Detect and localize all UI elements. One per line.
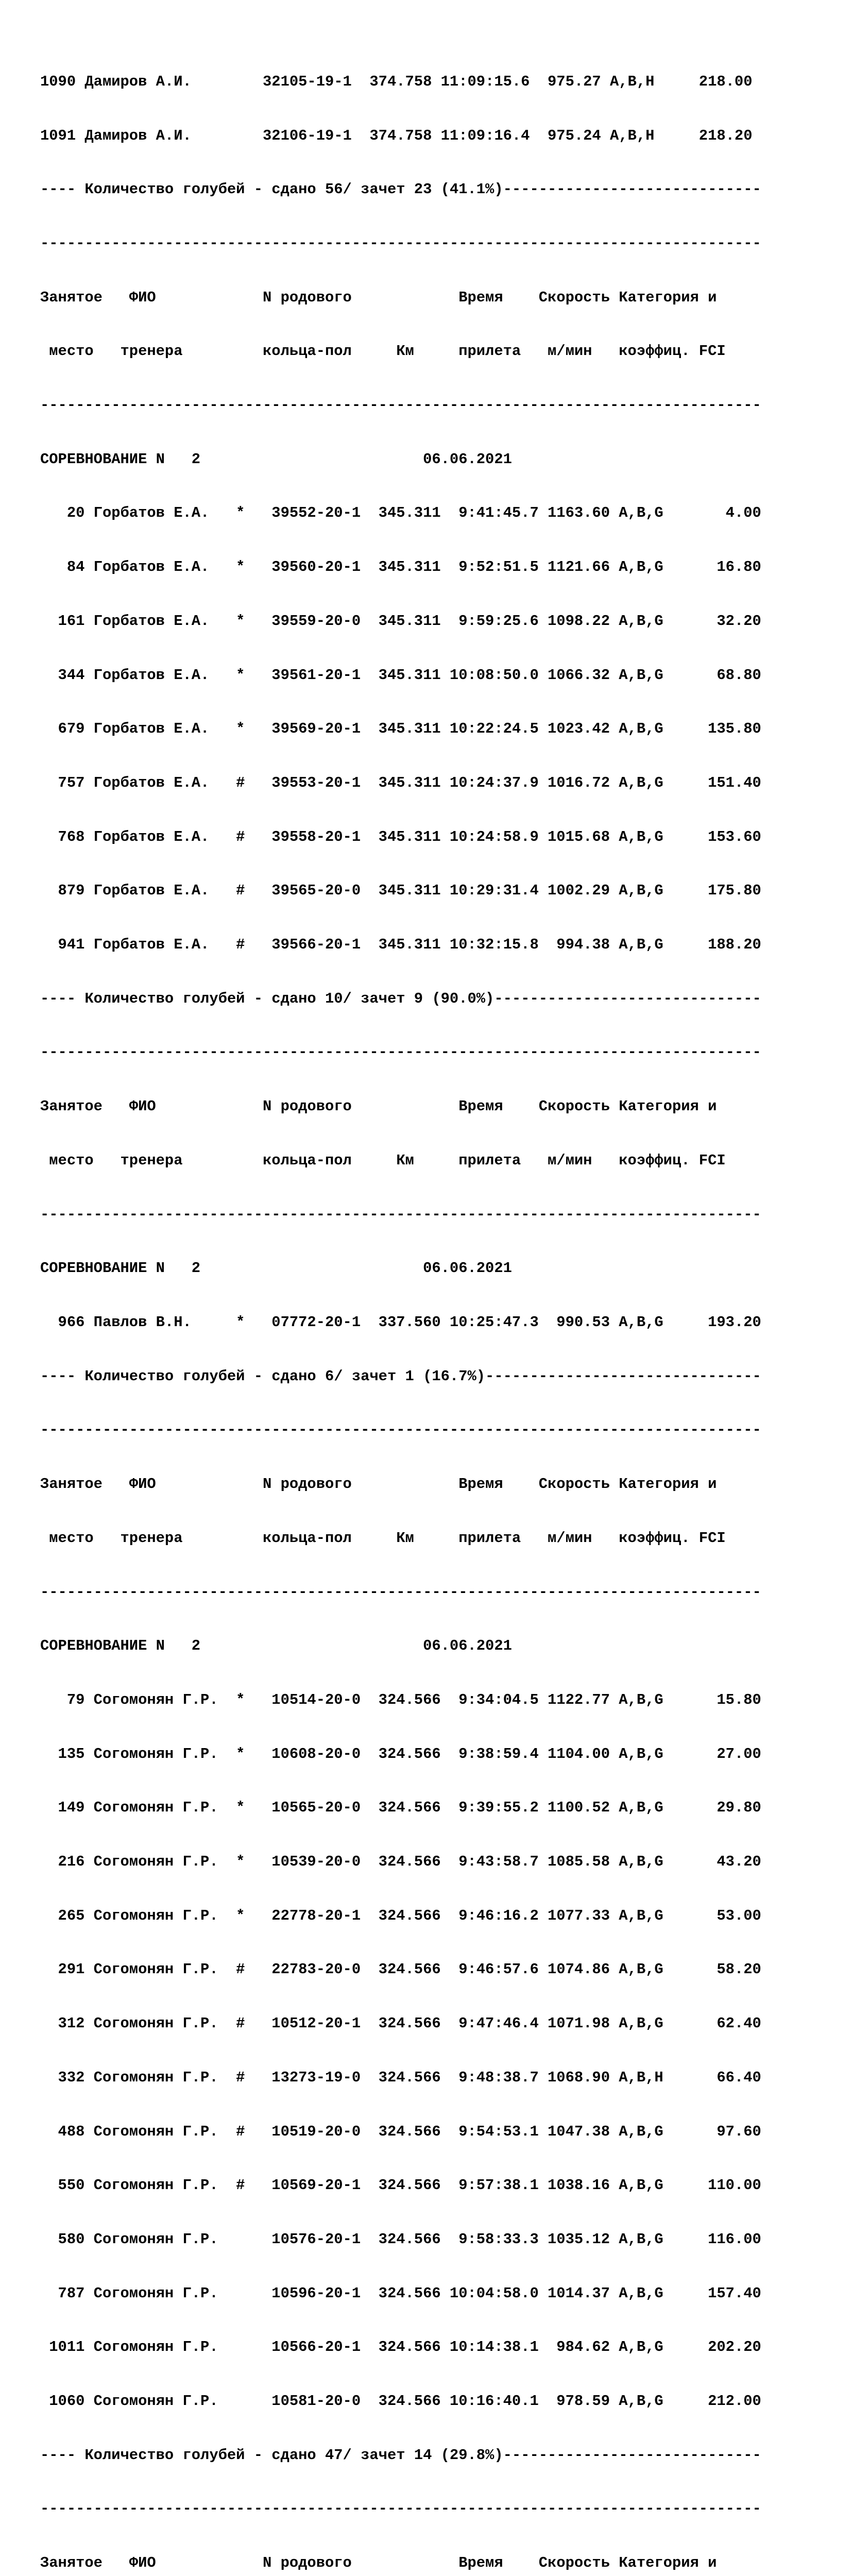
report-line: СОРЕВНОВАНИЕ N 2 06.06.2021 <box>40 450 512 468</box>
report-line: 550 Согомонян Г.Р. # 10569-20-1 324.566 9:57:38.1 1038.16 A,B,G 110.00 <box>40 2177 761 2194</box>
report-line: Занятое ФИО N родового Время Скорость Категория и <box>40 289 717 306</box>
report-line: место тренера кольца-пол Км прилета м/мин коэффиц. FCI <box>40 1151 726 1169</box>
report-line: 1060 Согомонян Г.Р. 10581-20-0 324.566 10:16:40.1 978.59 A,B,G 212.00 <box>40 2393 761 2410</box>
report-line: место тренера кольца-пол Км прилета м/мин коэффиц. FCI <box>40 1529 726 1547</box>
results-report <box>40 37 818 2576</box>
report-line: 1011 Согомонян Г.Р. 10566-20-1 324.566 10:14:38.1 984.62 A,B,G 202.20 <box>40 2338 761 2356</box>
report-line: 332 Согомонян Г.Р. # 13273-19-0 324.566 9:48:38.7 1068.90 A,B,H 66.40 <box>40 2069 761 2086</box>
report-line: ---- Количество голубей - сдано 10/ зачет 9 (90.0%)------------------------------ <box>40 990 761 1007</box>
report-line: --------------------------------------------------------------------------------- <box>40 397 761 414</box>
report-line: СОРЕВНОВАНИЕ N 2 06.06.2021 <box>40 1637 512 1655</box>
report-line: СОРЕВНОВАНИЕ N 2 06.06.2021 <box>40 1260 512 1277</box>
report-line: --------------------------------------------------------------------------------- <box>40 1206 761 1223</box>
report-line: --------------------------------------------------------------------------------- <box>40 1421 761 1439</box>
report-line: 488 Согомонян Г.Р. # 10519-20-0 324.566 9:54:53.1 1047.38 A,B,G 97.60 <box>40 2123 761 2140</box>
report-line: 1091 Дамиров А.И. 32106-19-1 374.758 11:09:16.4 975.24 A,B,H 218.20 <box>40 127 753 144</box>
report-line: 580 Согомонян Г.Р. 10576-20-1 324.566 9:58:33.3 1035.12 A,B,G 116.00 <box>40 2230 761 2248</box>
report-line: 879 Горбатов Е.А. # 39565-20-0 345.311 10:29:31.4 1002.29 A,B,G 175.80 <box>40 882 761 900</box>
report-line: ---- Количество голубей - сдано 47/ зачет 14 (29.8%)----------------------------- <box>40 2446 761 2464</box>
report-line: 84 Горбатов Е.А. * 39560-20-1 345.311 9:52:51.5 1121.66 A,B,G 16.80 <box>40 558 761 576</box>
report-line: 966 Павлов В.Н. * 07772-20-1 337.560 10:25:47.3 990.53 A,B,G 193.20 <box>40 1313 761 1331</box>
report-line: 149 Согомонян Г.Р. * 10565-20-0 324.566 9:39:55.2 1100.52 A,B,G 29.80 <box>40 1799 761 1817</box>
report-line: ---- Количество голубей - сдано 56/ зачет 23 (41.1%)----------------------------- <box>40 181 761 198</box>
report-line: 216 Согомонян Г.Р. * 10539-20-0 324.566 9:43:58.7 1085.58 A,B,G 43.20 <box>40 1853 761 1871</box>
report-line: Занятое ФИО N родового Время Скорость Категория и <box>40 1476 717 1493</box>
report-line: --------------------------------------------------------------------------------- <box>40 2500 761 2518</box>
report-line: 679 Горбатов Е.А. * 39569-20-1 345.311 10:22:24.5 1023.42 A,B,G 135.80 <box>40 720 761 738</box>
report-line: Занятое ФИО N родового Время Скорость Категория и <box>40 2554 717 2572</box>
report-line: --------------------------------------------------------------------------------- <box>40 1044 761 1061</box>
report-line: 941 Горбатов Е.А. # 39566-20-1 345.311 10:32:15.8 994.38 A,B,G 188.20 <box>40 936 761 954</box>
report-line: Занятое ФИО N родового Время Скорость Категория и <box>40 1098 717 1115</box>
report-line: 291 Согомонян Г.Р. # 22783-20-0 324.566 9:46:57.6 1074.86 A,B,G 58.20 <box>40 1961 761 1978</box>
report-line: 161 Горбатов Е.А. * 39559-20-0 345.311 9:59:25.6 1098.22 A,B,G 32.20 <box>40 612 761 630</box>
report-line: 787 Согомонян Г.Р. 10596-20-1 324.566 10:04:58.0 1014.37 A,B,G 157.40 <box>40 2284 761 2302</box>
report-line: 135 Согомонян Г.Р. * 10608-20-0 324.566 9:38:59.4 1104.00 A,B,G 27.00 <box>40 1745 761 1762</box>
report-line: место тренера кольца-пол Км прилета м/мин коэффиц. FCI <box>40 343 726 360</box>
report-line: 20 Горбатов Е.А. * 39552-20-1 345.311 9:41:45.7 1163.60 A,B,G 4.00 <box>40 504 761 522</box>
report-line: --------------------------------------------------------------------------------- <box>40 234 761 252</box>
report-line: 768 Горбатов Е.А. # 39558-20-1 345.311 10:24:58.9 1015.68 A,B,G 153.60 <box>40 828 761 845</box>
report-line: --------------------------------------------------------------------------------- <box>40 1583 761 1601</box>
report-line: 312 Согомонян Г.Р. # 10512-20-1 324.566 9:47:46.4 1071.98 A,B,G 62.40 <box>40 2015 761 2032</box>
report-line: 1090 Дамиров А.И. 32105-19-1 374.758 11:09:15.6 975.27 A,B,H 218.00 <box>40 73 753 90</box>
report-line: 79 Согомонян Г.Р. * 10514-20-0 324.566 9:34:04.5 1122.77 A,B,G 15.80 <box>40 1691 761 1708</box>
report-line: 757 Горбатов Е.А. # 39553-20-1 345.311 10:24:37.9 1016.72 A,B,G 151.40 <box>40 774 761 791</box>
report-line: ---- Количество голубей - сдано 6/ зачет 1 (16.7%)------------------------------- <box>40 1367 761 1385</box>
report-line: 265 Согомонян Г.Р. * 22778-20-1 324.566 9:46:16.2 1077.33 A,B,G 53.00 <box>40 1907 761 1924</box>
report-line: 344 Горбатов Е.А. * 39561-20-1 345.311 10:08:50.0 1066.32 A,B,G 68.80 <box>40 666 761 684</box>
